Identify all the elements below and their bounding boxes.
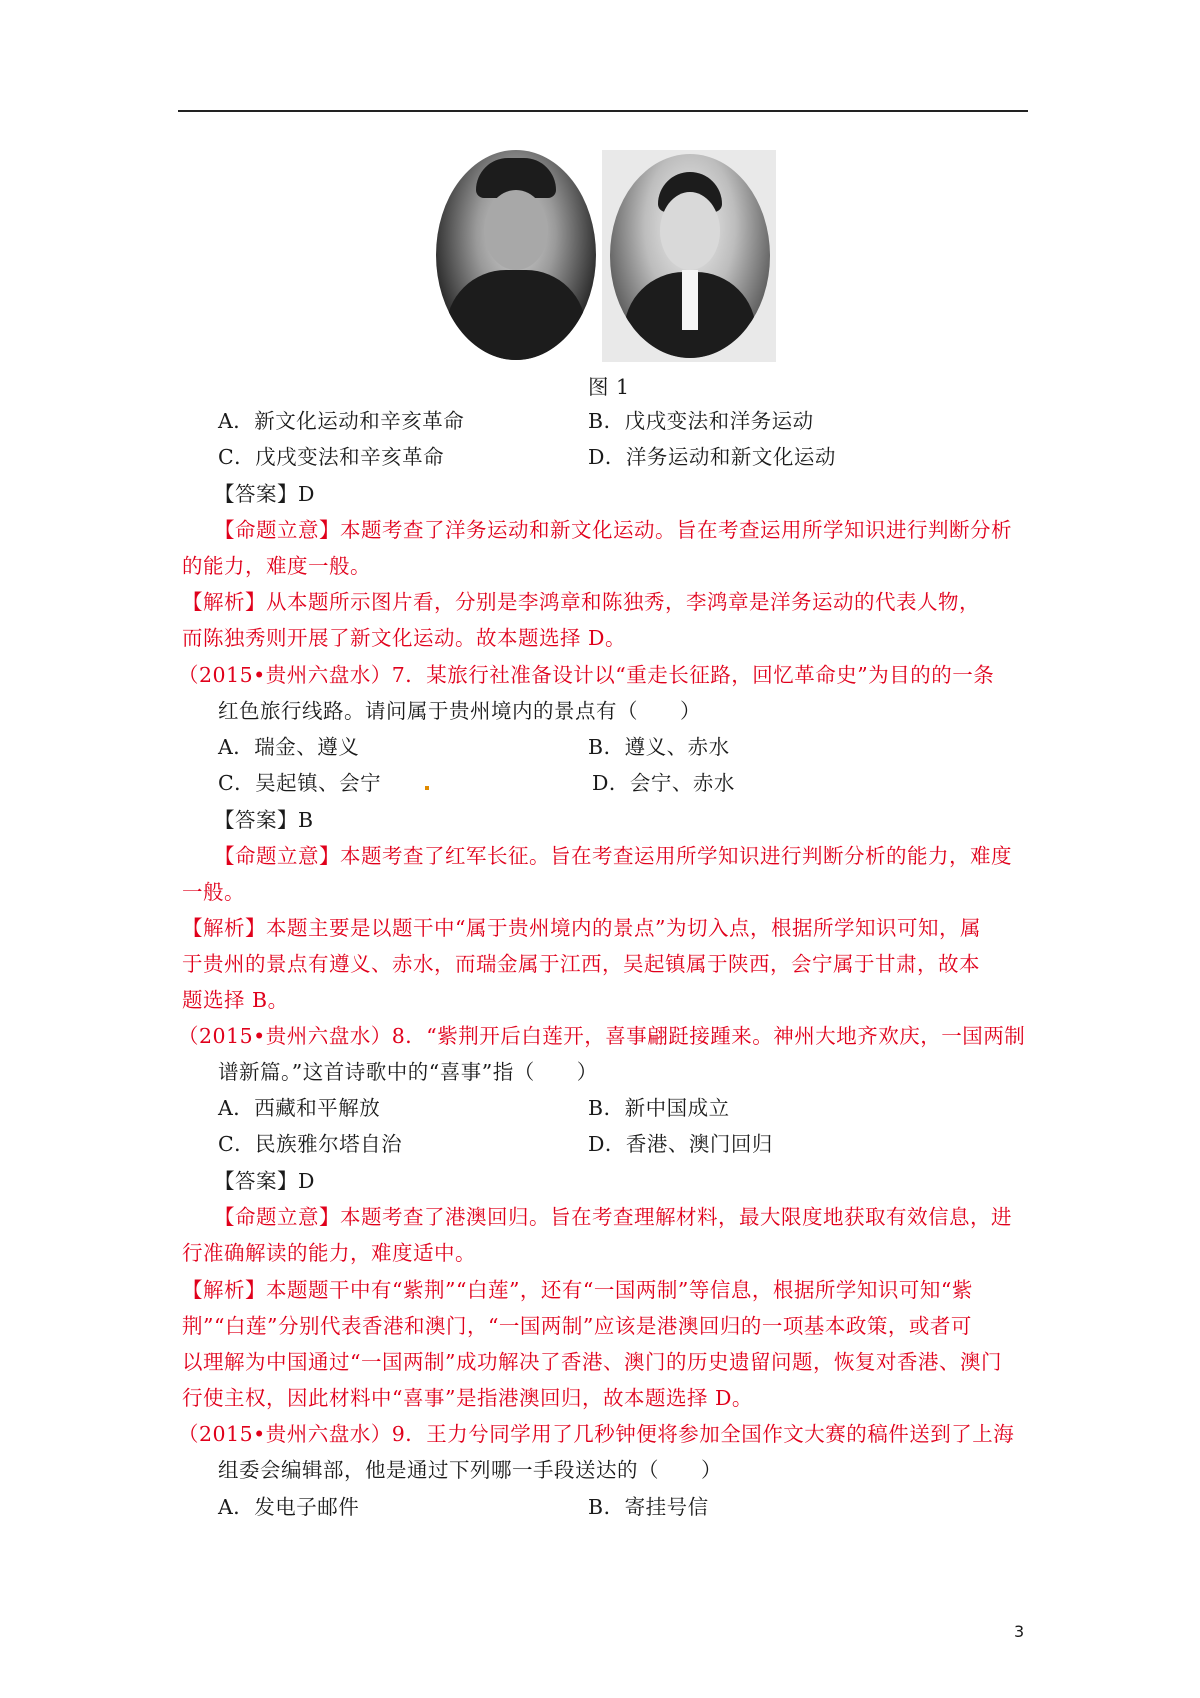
q8-intent-line-2: 行准确解读的能力，难度适中。 [182, 1241, 476, 1265]
q8-answer: 【答案】D [214, 1169, 315, 1193]
q8-intent-line-1: 【命题立意】本题考查了港澳回归。旨在考查理解材料，最大限度地获取有效信息，进 [214, 1205, 1012, 1229]
portrait-left-image [436, 150, 596, 360]
q9-option-a: A．发电子邮件 [218, 1495, 360, 1519]
page-number: 3 [1014, 1622, 1025, 1641]
q6-option-b: B．戊戌变法和洋务运动 [588, 409, 814, 433]
q9-stem-line-1: （2015•贵州六盘水）9．王力兮同学用了几秒钟便将参加全国作文大赛的稿件送到了上海 [178, 1422, 1015, 1446]
figure-portraits [436, 150, 776, 362]
q6-answer: 【答案】D [214, 482, 315, 506]
q8-option-c: C．民族雅尔塔自治 [218, 1132, 403, 1156]
q7-option-a: A．瑞金、遵义 [218, 735, 360, 759]
q7-option-b: B．遵义、赤水 [588, 735, 730, 759]
q7-intent-line-1: 【命题立意】本题考查了红军长征。旨在考查运用所学知识进行判断分析的能力，难度 [214, 844, 1012, 868]
q8-analysis-line-2: 荆”“白莲”分别代表香港和澳门，“一国两制”应该是港澳回归的一项基本政策，或者可 [182, 1314, 972, 1338]
q8-option-d: D．香港、澳门回归 [588, 1132, 773, 1156]
q8-stem-line-1: （2015•贵州六盘水）8．“紫荆开后白莲开，喜事翩跹接踵来。神州大地齐欢庆，一国两制 [178, 1024, 1026, 1048]
q6-intent-line-1: 【命题立意】本题考查了洋务运动和新文化运动。旨在考查运用所学知识进行判断分析 [214, 518, 1012, 542]
q6-option-d: D．洋务运动和新文化运动 [588, 445, 836, 469]
q7-analysis-line-3: 题选择 B。 [182, 988, 289, 1012]
q6-analysis-line-2: 而陈独秀则开展了新文化运动。故本题选择 D。 [182, 626, 626, 650]
q7-stem-line-2: 红色旅行线路。请问属于贵州境内的景点有（ ） [218, 699, 701, 723]
q7-analysis-line-1: 【解析】本题主要是以题干中“属于贵州境内的景点”为切入点，根据所学知识可知，属 [182, 916, 981, 940]
q9-stem-line-2: 组委会编辑部，他是通过下列哪一手段送达的（ ） [218, 1458, 722, 1482]
q8-analysis-line-3: 以理解为中国通过“一国两制”成功解决了香港、澳门的历史遗留问题，恢复对香港、澳门 [182, 1350, 1002, 1374]
q6-analysis-line-1: 【解析】从本题所示图片看，分别是李鸿章和陈独秀，李鸿章是洋务运动的代表人物， [182, 590, 980, 614]
figure-caption: 图 1 [588, 375, 630, 399]
q8-option-b: B．新中国成立 [588, 1096, 730, 1120]
q8-analysis-line-4: 行使主权，因此材料中“喜事”是指港澳回归，故本题选择 D。 [182, 1386, 753, 1410]
q6-option-c: C．戊戌变法和辛亥革命 [218, 445, 445, 469]
q9-option-b: B．寄挂号信 [588, 1495, 709, 1519]
q6-intent-line-2: 的能力，难度一般。 [182, 554, 371, 578]
q7-analysis-line-2: 于贵州的景点有遵义、赤水，而瑞金属于江西，吴起镇属于陕西，会宁属于甘肃，故本 [182, 952, 980, 976]
stray-dot [425, 786, 429, 790]
q8-option-a: A．西藏和平解放 [218, 1096, 381, 1120]
q7-answer: 【答案】B [214, 808, 314, 832]
q7-stem-line-1: （2015•贵州六盘水）7．某旅行社准备设计以“重走长征路，回忆革命史”为目的的一条 [178, 663, 995, 687]
q7-option-d: D．会宁、赤水 [592, 771, 735, 795]
q6-option-a: A．新文化运动和辛亥革命 [218, 409, 465, 433]
header-rule [178, 110, 1028, 112]
q8-analysis-line-1: 【解析】本题题干中有“紫荆”“白莲”，还有“一国两制”等信息，根据所学知识可知“紫 [182, 1278, 973, 1302]
q7-intent-line-2: 一般。 [182, 880, 245, 904]
q8-stem-line-2: 谱新篇。”这首诗歌中的“喜事”指（ ） [218, 1060, 598, 1084]
q7-option-c: C．吴起镇、会宁 [218, 771, 382, 795]
portrait-right-image [610, 154, 770, 358]
